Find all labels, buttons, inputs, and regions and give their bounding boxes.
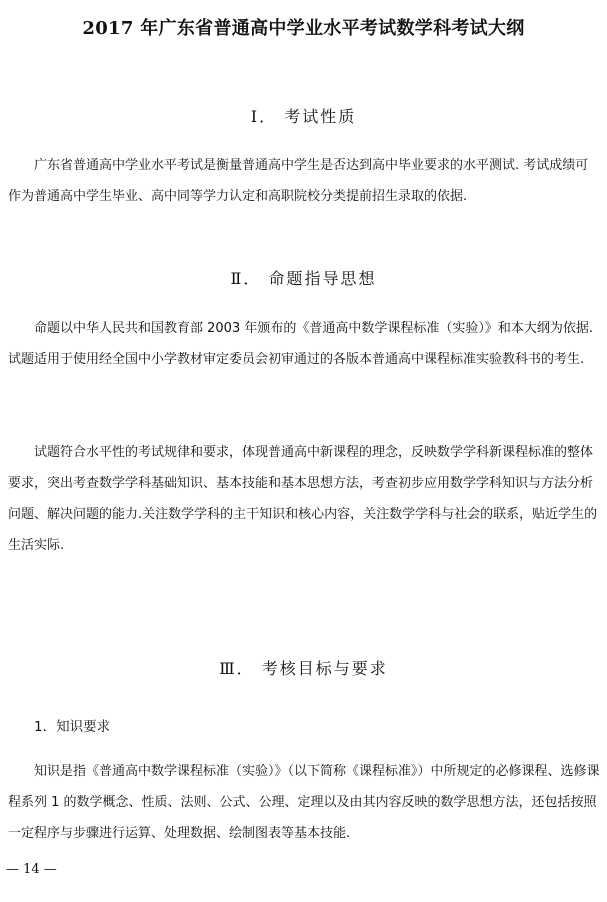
section-heading-2 [0,266,607,289]
section-numeral: Ⅱ． [230,269,262,288]
section-heading-text: 考试性质 [284,107,357,126]
section-heading-text: 考核目标与要求 [261,659,388,678]
page-number: — 14 — [6,862,57,877]
section-heading-text: 命题指导思想 [268,269,377,288]
subheading-knowledge: 1．知识要求 [34,719,111,735]
section-numeral: Ⅰ． [250,107,278,126]
paragraph: 知识是指《普通高中数学课程标准（实验）》（以下简称《课程标准》）中所规定的必修课程、选修课程系列 1 的数学概念、性质、法则、公式、公理、定理以及由其内容反映的数学思想方法，还包括按照一定程序与步骤进行运算、处理数据、绘制图表等基本技能. [8,764,600,841]
document-title: 2017 年广东省普通高中学业水平考试数学科考试大纲 [82,18,525,39]
paragraph: 广东省普通高中学业水平考试是衡量普通高中学生是否达到高中毕业要求的水平测试. 考试成绩可作为普通高中学生毕业、高中同等学力认定和高职院校分类提前招生录取的依据. [8,158,589,204]
section-heading-1 [0,104,607,127]
paragraph: 命题以中华人民共和国教育部 2003 年颁布的《普通高中数学课程标准（实验）》和本大纲为依据.试题适用于使用经全国中小学教材审定委员会初审通过的各版本普通高中课程标准实验教科书的考生. [8,321,593,367]
section-heading-3 [0,656,607,679]
section-numeral: Ⅲ． [219,659,255,678]
paragraph: 试题符合水平性的考试规律和要求，体现普通高中新课程的理念，反映数学学科新课程标准的整体要求，突出考查数学学科基础知识、基本技能和基本思想方法，考查初步应用数学学科知识与方法分析问题、解决问题的能力.关注数学学科的主干知识和核心内容，关注数学学科与社会的联系，贴近学生的生活实际. [8,445,598,553]
